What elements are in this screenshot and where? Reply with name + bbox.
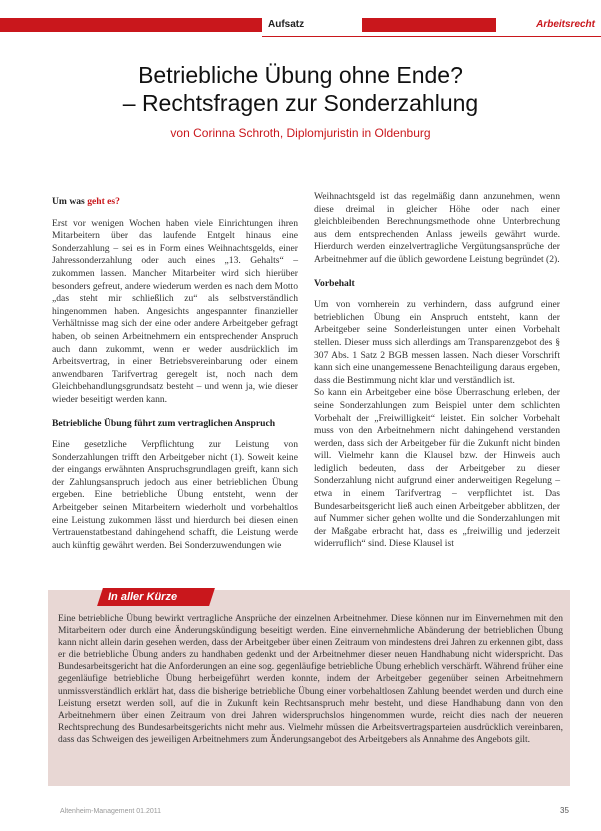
summary-box-title: In aller Kürze xyxy=(108,591,178,603)
article-title-line2: – Rechtsfragen zur Sonderzahlung xyxy=(122,90,479,116)
paragraph: Um von vornherein zu verhindern, dass aufgrund einer betrieblichen Übung ein Anspruch entsteht, kann der Arbeitgeber seine Sonderleistungen unter einen Vorbehalt stellen. Dieser muss sich allerdings am Transparenzgebot des § 307 Abs. 1 Satz 2 BGB messen lassen. Nach dieser Vorschrift kann sich eine unangemessene Benachteiligung daraus ergeben, dass die Bestimmung nicht klar und verständlich ist. xyxy=(314,299,560,386)
paragraph: Eine gesetzliche Verpflichtung zur Leistung von Sonderzahlungen trifft den Arbeitgeber nicht (1). Soweit keine der eingangs erwähnten Anspruchsgrundlagen greift, kann sich der Zahlungsanspruch jedoch aus einer betrieblichen Übung ergeben. Eine betriebliche Übung entsteht, wenn der Arbeitgeber seinen Mitarbeitern wiederholt und vorbehaltlos eine Leistung zukommen lässt und hierdurch bei diesen einen Vertrauenstatbestand dahingehend schafft, die Leistung werde auch künftig gewährt werden. Bei Sonderzuwendungen wie xyxy=(52,439,298,551)
category-label: Arbeitsrecht xyxy=(496,18,601,32)
right-column xyxy=(314,191,560,562)
section-heading-um-was: Um was geht es? xyxy=(52,196,120,207)
footer-source: Altenheim-Management 01.2011 xyxy=(60,808,162,815)
summary-box-text: Eine betriebliche Übung bewirkt vertragliche Ansprüche der einzelnen Arbeitnehmer. Diese können nur im Einvernehmen mit den Mitarbeitern oder durch eine Änderungskündigung beseitigt werden. Eine einvernehmliche Abänderung der betrieblichen Übung kann nicht allein darin gesehen werden, dass der Arbeitgeber über einen Zeitraum von mindestens drei Jahren zu erkennen gibt, dass er die betriebliche Übung anders zu handhaben gedenkt und der Arbeitnehmer dieser neuen Handhabung nicht widerspricht. Das Bundesarbeitsgericht hat die Anforderungen an eine sog. gegenläufige betriebliche Übung erheblich verschärft. Während früher eine gegenläufige betriebliche Übung herbeigeführt werden konnte, indem der Arbeitgeber gegenüber seinen Arbeitnehmern unmissverständlich erklärt hat, dass die bisherige betriebliche Übung einer vorbehaltlosen Zahlung beendet werden und durch eine Leistung ersetzt werden soll, auf die in Zukunft kein Rechtsanspruch mehr besteht, und diese Handhabung dann von den Arbeitnehmern über einen Zeitraum von drei Jahren widerspruchslos hingenommen wurde, reicht dies nach der neueren Rechtsprechung des Bundesarbeitsgerichts nicht mehr aus. Vielmehr müssen die Arbeitsvertragsparteien ausdrücklich vereinbaren, dass das Schweigen des jeweiligen Arbeitnehmers zum Änderungsangebot des Arbeitgebers als Annahme des Angebots gilt. xyxy=(58,614,563,745)
paragraph: Weihnachtsgeld ist das regelmäßig dann anzunehmen, wenn diese dreimal in gleicher Höhe oder nach einer gleichbleibenden Berechnungsmethode ohne Unterbrechung aus dem entsprechenden Anlass jeweils gewährt wurde. Hierdurch werden einzelvertragliche Vergütungsansprüche der Arbeitnehmer auf die üblich gewordene Leistung begründet (2). xyxy=(314,191,560,265)
section-label: Aufsatz xyxy=(262,18,362,32)
section-heading-vorbehalt: Vorbehalt xyxy=(314,277,355,289)
article-title-line1: Betriebliche Übung ohne Ende? xyxy=(138,62,463,88)
paragraph: So kann ein Arbeitgeber eine böse Überraschung erleben, der seine Sonderzahlungen zum Beispiel unter dem schlichten Vorbehalt der „Freiwilligkeit“ leistet. Ein solcher Vorbehalt muss von den Arbeitnehmern nicht dahingehend verstanden werden, dass sich der Arbeitgeber für die Zukunft nicht binden will. Vielmehr kann die Klausel bzw. der Hinweis auch lediglich bedeuten, dass der Arbeitgeber zu dieser Sonderzahlung nicht aufgrund einer anderweitigen Regelung – etwa in einem Tarifvertrag – verpflichtet ist. Das Bundesarbeitsgericht ließ auch einen Arbeitgeber abblitzen, der auf Nummer sicher gehen wollte und die Sonderzahlungen mit der Maßgabe erbracht hat, dass es „freiwillig und jederzeit widerruflich“ sind. Diese Klausel ist xyxy=(314,387,560,550)
article-byline: von Corinna Schroth, Diplomjuristin in Oldenburg xyxy=(170,126,431,140)
section-heading-betriebliche-uebung: Betriebliche Übung führt zum vertraglichen Anspruch xyxy=(52,417,276,429)
left-column xyxy=(52,196,298,563)
page-number: 35 xyxy=(560,806,569,815)
paragraph: Erst vor wenigen Wochen haben viele Einrichtungen ihren Mitarbeitern über das laufende Entgelt hinaus eine Sonderzahlung – sei es in Form eines Weihnachtsgelds, einer Jahressonderzahlung oder auch eines „13. Gehalts“ – zukommen lassen. Mancher Mitarbeiter wird sich hierüber besonders gefreut, andere wiederum werden es nach dem Motto „das steht mir schließlich zu“ als selbstverständlich hingenommen haben. Angesichts angespannter finanzieller Verhältnisse mag sich der eine oder andere Arbeitgeber gefragt haben, ob seinen Arbeitnehmern ein entsprechender Anspruch auch dann zukommt, wenn er weder ausdrücklich im Arbeitsvertrag, in einer Betriebsvereinbarung oder einem anwendbaren Tarifvertrag geregelt ist, noch nach dem Gleichbehandlungsgrundsatz besteht – und wenn ja, wie dieser wieder beseitigt werden kann. xyxy=(52,217,298,405)
header-rule xyxy=(262,36,601,37)
